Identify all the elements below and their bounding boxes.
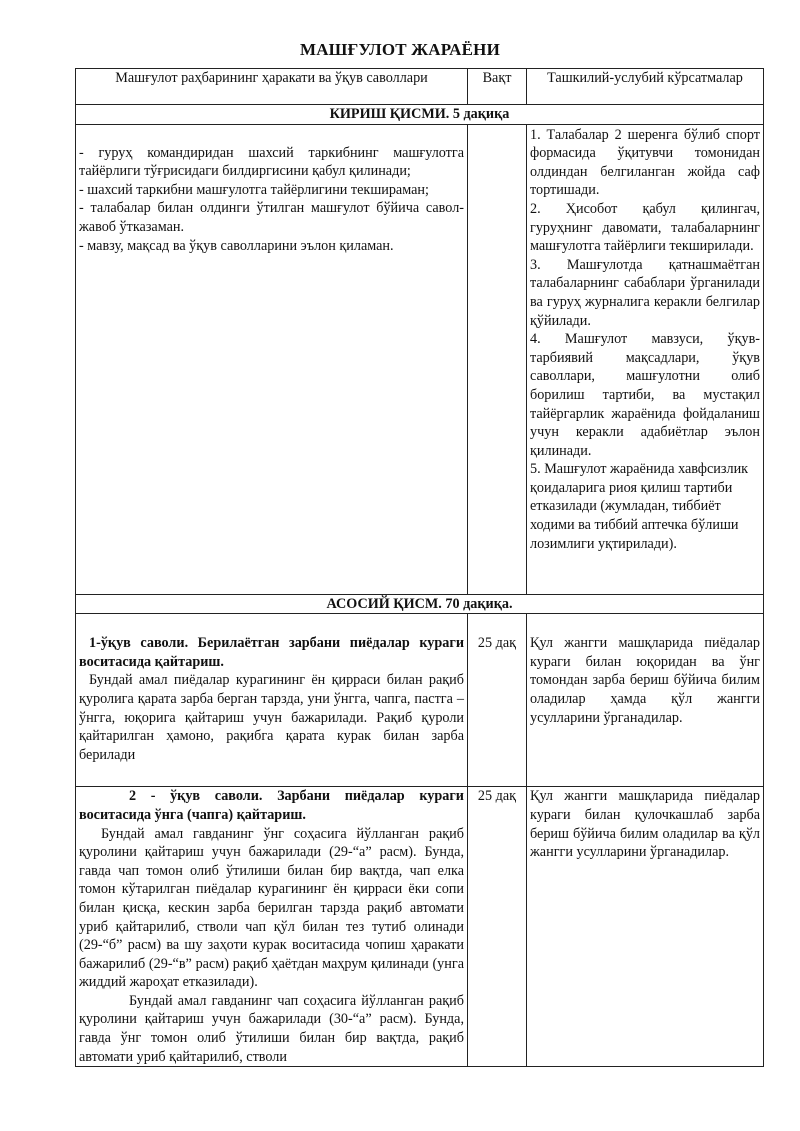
section-intro-heading: КИРИШ ҚИСМИ. 5 дақиқа [76,105,764,125]
intro-note-5: 5. Машғулот жараёнида хавфсизлик қоидаларига риоя қилиш тартиби етказилади (жумладан, тиббиёт ходими ва тиббий аптечка бўлиши лозимлиги уқтирилади). [530,461,749,552]
header-actions: Машғулот раҳбарининг ҳаракати ва ўқув саволлари [76,69,468,105]
intro-note-4: 4. Машғулот мавзуси, ўқув-тарбиявий мақсадлари, ўқув саволлари, машғулотни олиб борилиш тартиби, ва мустақил тайёргарлик жараёнида фойдаланиш учун керакли адабиётлар эълон қилинади. [530,331,760,459]
table-header-row [76,69,764,105]
section-main-row [76,594,764,614]
question-1-time: 25 дақ [468,614,527,787]
question-1-row [76,614,764,787]
question-2-body-2: Бундай амал гавданинг чап соҳасига йўлланган рақиб қуролини қайтариш учун бажарилади (30-“а” расм). Бунда, гавда ўнг томон олиб ўтилиши билан бир вақтда, рақиб автомати уриб қайтарилиб, стволи [79,992,464,1065]
intro-action-2: - шахсий таркибни машғулотга тайёрлигини текшираман; [79,181,429,198]
question-2-content [76,787,468,1067]
intro-action-4: - мавзу, мақсад ва ўқув саволларини эълон қиламан. [79,237,394,254]
question-1-content [76,614,468,787]
question-2-note: Қул жангги машқларида пиёдалар кураги билан қулочкашлаб зарба бериш бўйича билим оладилар ва қўл жангги усулларини ўрганадилар. [527,787,764,1067]
question-2-time: 25 дақ [468,787,527,1067]
lesson-table [75,68,764,1067]
page-title: МАШҒУЛОТ ЖАРАЁНИ [299,40,501,59]
intro-actions [76,124,468,594]
question-2-row [76,787,764,1067]
intro-note-2: 2. Ҳисобот қабул қилингач, гуруҳнинг давомати, талабаларнинг машғулотга тайёрлиги текширилади. [530,200,760,255]
intro-time [468,124,527,594]
section-intro-row [76,105,764,125]
intro-note-1: 1. Талабалар 2 шеренга бўлиб спорт формасида ўқитувчи томонидан олдиндан белгиланган жойда саф тортишади. [530,126,760,199]
question-1-body: Бундай амал пиёдалар курагининг ён қирраси билан рақиб қуролига қарата зарба берган тарзда, уни ўнгга, чапга, пастга – ўнгга, юқорига қайтариш учун бажарилади. Рақиб қуроли қайтарилган ҳамоно, рақибга қарата курак билан зарба берилади [79,672,464,763]
intro-action-3: - талабалар билан олдинги ўтилган машғулот бўйича савол-жавоб ўтказаман. [79,200,464,235]
header-time: Вақт [468,69,527,105]
question-1-note: Қул жангги машқларида пиёдалар кураги билан юқоридан ва ўнг томондан зарба бериш бўйича билим оладилар ҳамда қўл жангги усулларини ўрганадилар. [527,614,764,787]
question-2-title: 2 - ўқув саволи. Зарбани пиёдалар кураги воситасида ўнга (чапга) қайтариш. [79,788,464,823]
section-main-heading: АСОСИЙ ҚИСМ. 70 дақиқа. [76,594,764,614]
question-1-title: 1-ўқув саволи. Берилаётган зарбани пиёдалар кураги воситасида қайтариш. [79,635,464,670]
intro-notes [527,124,764,594]
header-notes: Ташкилий-услубий кўрсатмалар [527,69,764,105]
intro-action-1: - гуруҳ командиридан шахсий таркибнинг машғулотга тайёрлиги тўғрисидаги билдиргисини қабул қилинади; [79,144,464,180]
intro-note-3: 3. Машғулотда қатнашмаётган талабаларнинг сабаблари ўрганилади ва гуруҳ журналига керакли белгилар қўйилади. [530,256,760,329]
intro-row [76,124,764,594]
question-2-body-1: Бундай амал гавданинг ўнг соҳасига йўлланган рақиб қуролини қайтариш учун бажарилади (29-“а” расм). Бунда, гавда чап томон олиб ўтилиши билан бир вақтда, чап елка томон кўтарилган пиёдалар курагининг ён қирраси ёки сопи билан қисқа, кескин зарба берилган тарзда рақиб автомати уриб қайтарилиб, стволи чап қўл билан тез тутиб олинади (29-“б” расм) ва шу заҳоти курак воситасида чопиш ҳаракати бажарилиб (29-“в” расм) рақиб ҳаётдан маҳрум қилинади (унга жиддий жароҳат етказилади). [79,825,464,991]
